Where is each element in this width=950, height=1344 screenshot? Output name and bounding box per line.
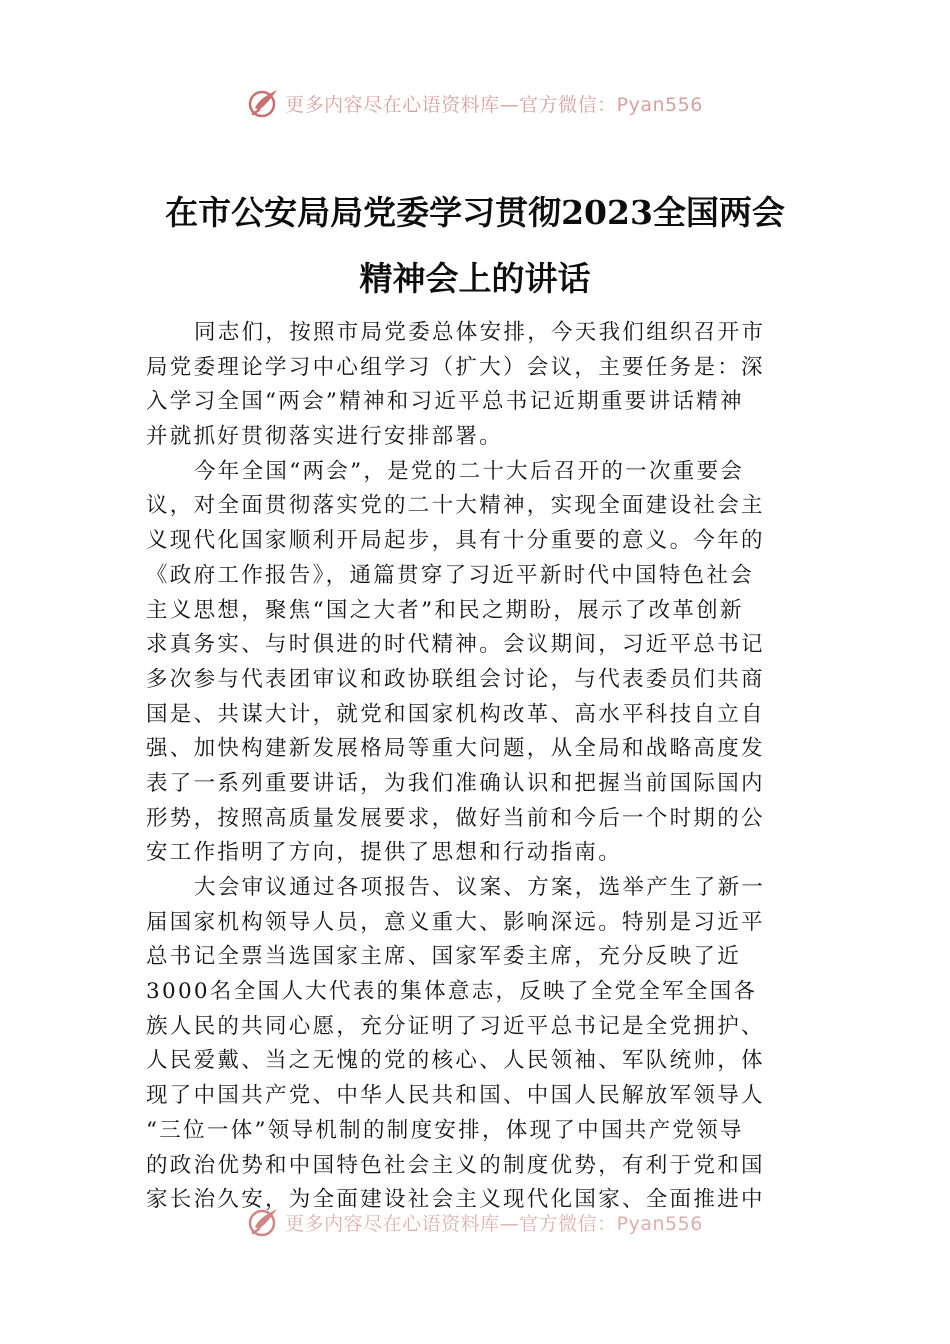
body-line: 家长治久安，为全面建设社会主义现代化国家、全面推进中 xyxy=(146,1187,765,1213)
quill-seal-icon xyxy=(247,86,281,120)
body-line: 今年全国“两会”，是党的二十大后召开的一次重要会 xyxy=(194,458,745,484)
body-line: 多次参与代表团审议和政协联组会讨论，与代表委员们共商 xyxy=(146,666,765,692)
body-line: 族人民的共同心愿，充分证明了习近平总书记是全党拥护、 xyxy=(146,1013,765,1039)
body-line: 局党委理论学习中心组学习（扩大）会议，主要任务是：深 xyxy=(146,354,765,380)
quill-seal-icon xyxy=(247,1205,281,1239)
watermark-text: 更多内容尽在心语资料库—官方微信：Pyan556 xyxy=(285,1212,703,1235)
body-line: 届国家机构领导人员，意义重大、影响深远。特别是习近平 xyxy=(146,909,765,935)
body-line: 3000名全国人大代表的集体意志，反映了全党全军全国各 xyxy=(146,979,758,1005)
header-watermark xyxy=(0,83,950,123)
body-line: 同志们，按照市局党委总体安排，今天我们组织召开市 xyxy=(194,320,766,345)
body-line: 强、加快构建新发展格局等重大问题，从全局和战略高度发 xyxy=(146,736,765,762)
document-title xyxy=(120,180,830,312)
body-line: 国是、共谋大计，就党和国家机构改革、高水平科技自立自 xyxy=(146,701,765,727)
title-line-1: 在市公安局局党委学习贯彻2023全国两会 xyxy=(165,193,785,232)
body-line: 现了中国共产党、中华人民共和国、中国人民解放军领导人 xyxy=(146,1083,765,1109)
body-line: 的政治优势和中国特色社会主义的制度优势，有利于党和国 xyxy=(146,1152,765,1178)
body-line: “三位一体”领导机制的制度安排，体现了中国共产党领导 xyxy=(146,1117,744,1143)
footer-watermark xyxy=(0,1202,950,1242)
watermark-text: 更多内容尽在心语资料库—官方微信：Pyan556 xyxy=(285,93,703,116)
body-line: 议，对全面贯彻落实党的二十大精神，实现全面建设社会主 xyxy=(146,493,765,519)
body-line: 大会审议通过各项报告、议案、方案，选举产生了新一 xyxy=(194,875,766,900)
body-line: 总书记全票当选国家主席、国家军委主席，充分反映了近 xyxy=(146,944,742,970)
body-line: 《政府工作报告》，通篇贯穿了习近平新时代中国特色社会 xyxy=(146,562,755,588)
body-line: 入学习全国“两会”精神和习近平总书记近期重要讲话精神 xyxy=(146,389,744,415)
body-line: 并就抓好贯彻落实进行安排部署。 xyxy=(146,424,504,450)
body-line: 安工作指明了方向，提供了思想和行动指南。 xyxy=(146,840,623,866)
body-line: 形势，按照高质量发展要求，做好当前和今后一个时期的公 xyxy=(146,805,765,831)
document-body xyxy=(146,316,806,1218)
body-line: 表了一系列重要讲话，为我们准确认识和把握当前国际国内 xyxy=(146,770,765,796)
title-line-2: 精神会上的讲话 xyxy=(359,259,591,298)
body-line: 人民爱戴、当之无愧的党的核心、人民领袖、军队统帅，体 xyxy=(146,1048,765,1074)
body-line: 主义思想，聚焦“国之大者”和民之期盼，展示了改革创新 xyxy=(146,597,744,623)
body-line: 义现代化国家顺利开局起步，具有十分重要的意义。今年的 xyxy=(146,528,765,554)
body-line: 求真务实、与时俱进的时代精神。会议期间，习近平总书记 xyxy=(146,632,765,658)
